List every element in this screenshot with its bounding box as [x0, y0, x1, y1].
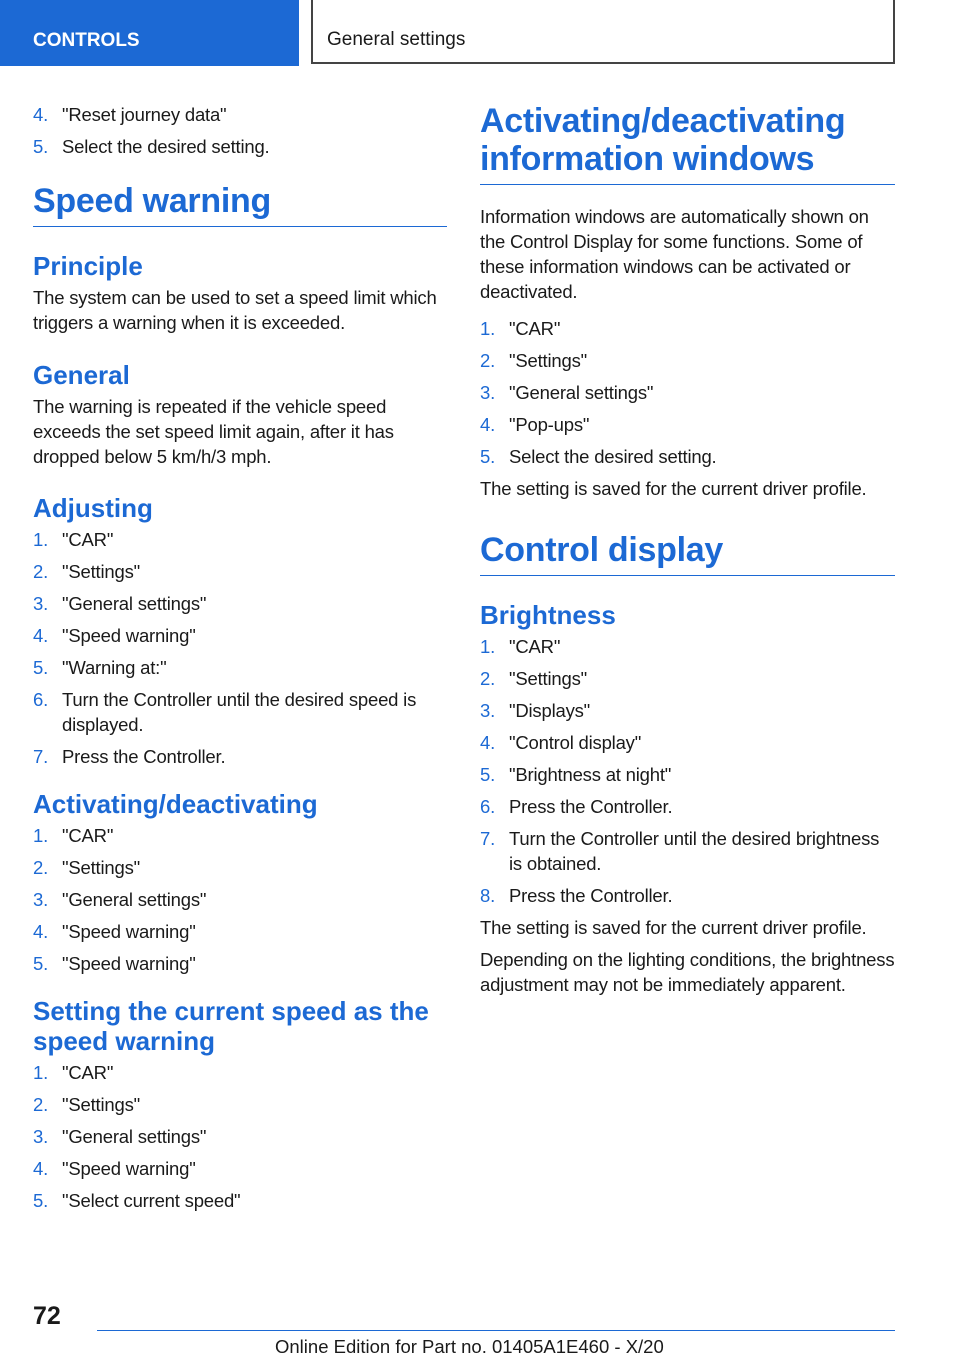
activating-list	[33, 823, 447, 976]
list-item	[33, 687, 447, 737]
chapter-title: General settings	[311, 0, 895, 64]
list-item-text: "Speed warning"	[62, 1158, 196, 1179]
list-item-text: "Settings"	[62, 561, 140, 582]
list-item-text: "Speed warning"	[62, 625, 196, 646]
right-column	[480, 102, 895, 997]
list-item-text: "CAR"	[62, 1062, 114, 1083]
principle-text: The system can be used to set a speed limit which triggers a warning when it is exceeded.	[33, 287, 437, 333]
list-item-text: "CAR"	[509, 318, 561, 339]
list-item	[480, 794, 895, 819]
brightness-note-text: Depending on the lighting conditions, the brightness adjustment may not be immediately apparent.	[480, 949, 895, 995]
list-item	[480, 730, 895, 755]
list-item-text: "Displays"	[509, 700, 591, 721]
list-item	[33, 951, 447, 976]
list-item	[33, 1092, 447, 1117]
list-item-number: 5.	[480, 446, 496, 467]
list-item-number: 7.	[33, 746, 49, 767]
list-item-number: 2.	[33, 857, 49, 878]
list-item-number: 4.	[33, 625, 49, 646]
brightness-saved-text: The setting is saved for the current driver profile.	[480, 917, 867, 938]
list-item-text: "General settings"	[62, 889, 207, 910]
footer-divider	[97, 1330, 895, 1331]
list-item-number: 5.	[33, 136, 49, 157]
list-item-text: Press the Controller.	[509, 796, 673, 817]
list-item-text: "Settings"	[509, 668, 587, 689]
list-item	[480, 444, 895, 469]
list-item-number: 3.	[480, 382, 496, 403]
list-item-number: 5.	[33, 1190, 49, 1211]
page-header	[0, 0, 960, 66]
current-speed-heading: Setting the current speed as the speed warning	[33, 996, 429, 1056]
list-item-text: "CAR"	[62, 529, 114, 550]
list-item-number: 3.	[480, 700, 496, 721]
list-item-number: 1.	[480, 636, 496, 657]
list-item	[33, 134, 447, 159]
adjusting-list	[33, 527, 447, 769]
info-windows-text: Information windows are automatically shown on the Control Display for some functions. Some of these information windows can be activated or deactivated.	[480, 206, 869, 302]
list-item-number: 4.	[480, 414, 496, 435]
list-item	[480, 883, 895, 908]
list-item-text: Turn the Controller until the desired speed is displayed.	[62, 689, 417, 735]
list-item-text: "Speed warning"	[62, 921, 196, 942]
info-windows-list	[480, 316, 895, 469]
list-item-number: 1.	[33, 1062, 49, 1083]
list-item	[33, 102, 447, 127]
list-item-number: 6.	[480, 796, 496, 817]
list-item-number: 3.	[33, 593, 49, 614]
list-item	[33, 655, 447, 680]
list-item-text: "Control display"	[509, 732, 642, 753]
list-item-number: 3.	[33, 1126, 49, 1147]
list-item	[33, 1156, 447, 1181]
list-item	[33, 823, 447, 848]
brightness-list	[480, 634, 895, 908]
list-item	[33, 559, 447, 584]
list-item	[480, 666, 895, 691]
list-item-text: "Settings"	[509, 350, 587, 371]
info-windows-heading: Activating/deactivating information windows	[480, 102, 895, 185]
activating-heading: Activating/deactivating	[33, 789, 318, 819]
list-item-number: 2.	[480, 350, 496, 371]
list-item-text: "Pop-ups"	[509, 414, 590, 435]
list-item-text: Press the Controller.	[509, 885, 673, 906]
principle-heading: Principle	[33, 251, 143, 281]
list-item	[33, 744, 447, 769]
list-item-number: 4.	[33, 1158, 49, 1179]
list-item	[33, 591, 447, 616]
list-item-text: "Settings"	[62, 857, 140, 878]
list-item	[33, 855, 447, 880]
list-item-text: "General settings"	[509, 382, 654, 403]
list-item-text: "CAR"	[62, 825, 114, 846]
list-item-number: 4.	[480, 732, 496, 753]
list-item-number: 2.	[33, 1094, 49, 1115]
adjusting-heading: Adjusting	[33, 493, 153, 523]
list-item-text: "Speed warning"	[62, 953, 196, 974]
list-item-number: 2.	[480, 668, 496, 689]
list-item	[33, 1124, 447, 1149]
list-item	[33, 527, 447, 552]
speed-warning-heading: Speed warning	[33, 182, 447, 227]
list-item-text: "General settings"	[62, 1126, 207, 1147]
list-item	[480, 348, 895, 373]
control-display-heading: Control display	[480, 531, 895, 576]
left-column	[33, 102, 447, 1220]
general-heading: General	[33, 360, 130, 390]
section-tab: CONTROLS	[0, 0, 299, 66]
list-item-number: 8.	[480, 885, 496, 906]
list-item-number: 3.	[33, 889, 49, 910]
list-item	[480, 316, 895, 341]
current-speed-list	[33, 1060, 447, 1213]
list-item-text: Select the desired setting.	[62, 136, 270, 157]
list-item-text: Turn the Controller until the desired brightness is obtained.	[509, 828, 880, 874]
list-item	[33, 623, 447, 648]
list-item-number: 5.	[33, 953, 49, 974]
list-item-number: 4.	[33, 921, 49, 942]
list-item	[33, 1188, 447, 1213]
list-item	[33, 887, 447, 912]
list-item-number: 1.	[33, 529, 49, 550]
brightness-heading: Brightness	[480, 600, 616, 630]
list-item-number: 4.	[33, 104, 49, 125]
list-item-text: Select the desired setting.	[509, 446, 717, 467]
intro-list	[33, 102, 447, 159]
list-item-text: Press the Controller.	[62, 746, 226, 767]
list-item-number: 7.	[480, 828, 496, 849]
list-item	[33, 919, 447, 944]
list-item-text: "Brightness at night"	[509, 764, 672, 785]
list-item-number: 2.	[33, 561, 49, 582]
list-item-text: "CAR"	[509, 636, 561, 657]
list-item	[480, 380, 895, 405]
list-item-number: 5.	[33, 657, 49, 678]
list-item	[33, 1060, 447, 1085]
list-item-text: "Reset journey data"	[62, 104, 227, 125]
list-item-number: 1.	[33, 825, 49, 846]
list-item	[480, 826, 895, 876]
edition-text: Online Edition for Part no. 01405A1E460 - X/20	[275, 1336, 664, 1357]
list-item	[480, 412, 895, 437]
general-text: The warning is repeated if the vehicle speed exceeds the set speed limit again, after it has dropped below 5 km/h/3 mph.	[33, 396, 394, 467]
page-number: 72	[33, 1302, 61, 1330]
info-saved-text: The setting is saved for the current driver profile.	[480, 478, 867, 499]
list-item-text: "Settings"	[62, 1094, 140, 1115]
list-item-text: "Warning at:"	[62, 657, 167, 678]
list-item-number: 1.	[480, 318, 496, 339]
list-item-number: 6.	[33, 689, 49, 710]
list-item	[480, 698, 895, 723]
list-item	[480, 762, 895, 787]
list-item	[480, 634, 895, 659]
list-item-text: "General settings"	[62, 593, 207, 614]
list-item-text: "Select current speed"	[62, 1190, 241, 1211]
list-item-number: 5.	[480, 764, 496, 785]
